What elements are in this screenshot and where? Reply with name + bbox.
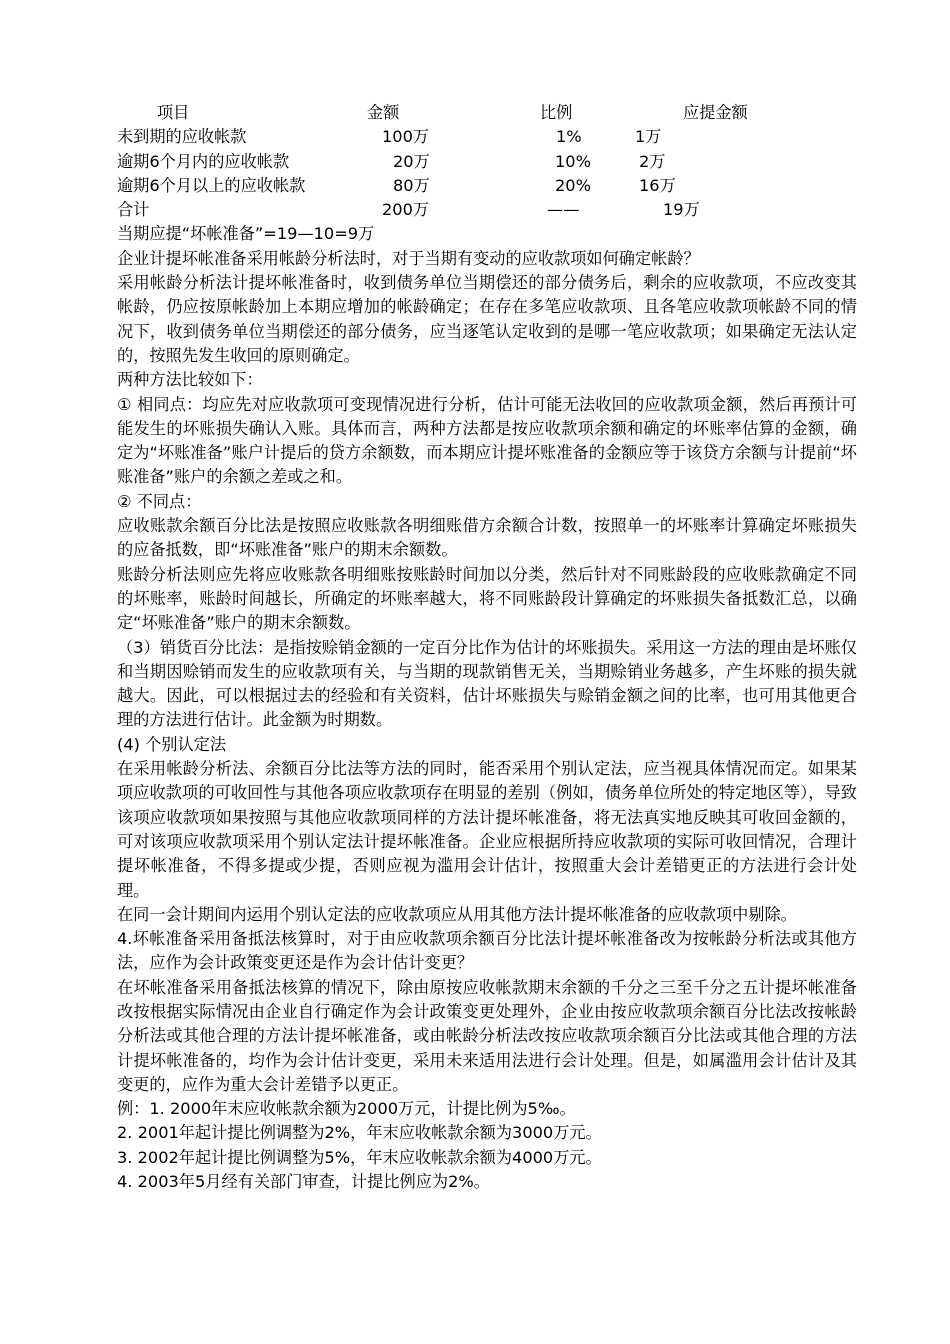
cell-ratio: 20% <box>555 175 591 195</box>
header-ratio: 比例 <box>540 103 573 122</box>
paragraph: 两种方法比较如下： <box>117 370 263 390</box>
header-item: 项目 <box>157 103 190 122</box>
cell-provision: 19万 <box>663 200 700 220</box>
cell-provision: 2万 <box>639 151 666 171</box>
paragraph: (4) 个别认定法 <box>117 734 227 754</box>
paragraph: ① 相同点：均应先对应收款项可变现情况进行分析，估计可能无法收回的应收款项金额，然后再预计可能发生的坏账损失确认入账。具体而言，两种方法都是按应收款项余额和确定的坏账率估算的金额，确定为“坏账准备”账户计提后的贷方余额数，而本期应计提坏账准备的金额应等于该贷方余额与计提前“坏账准备”账户的余额之差或之和。 <box>117 394 857 487</box>
paragraph: 企业计提坏帐准备采用帐龄分析法时，对于当期有变动的应收款项如何确定帐龄？ <box>117 248 700 268</box>
cell-item: 合计 <box>117 200 150 220</box>
cell-amount: 100万 <box>382 127 430 147</box>
example-line: 4. 2003年5月经有关部门审查，计提比例应为2%。 <box>117 1172 490 1192</box>
cell-ratio: 1% <box>556 127 582 147</box>
cell-item: 逾期6个月以上的应收帐款 <box>117 175 306 195</box>
cell-provision: 16万 <box>639 175 676 195</box>
example-line: 3. 2002年起计提比例调整为5%，年末应收帐款余额为4000万元。 <box>117 1147 602 1167</box>
cell-amount: 200万 <box>382 200 430 220</box>
paragraph: 当期应提“坏帐准备”=19—10=9万 <box>117 224 375 244</box>
paragraph: 账龄分析法则应先将应收账款各明细账按账龄时间加以分类，然后针对不同账龄段的应收账款确定不同的坏账率，账龄时间越长，所确定的坏账率越大，将不同账龄段计算确定的坏账损失备抵数汇总，以确定“坏账准备”账户的期末余额数。 <box>117 564 857 633</box>
example-line: 2. 2001年起计提比例调整为2%，年末应收帐款余额为3000万元。 <box>117 1123 602 1143</box>
paragraph: ② 不同点： <box>117 491 202 511</box>
table-header-row <box>117 101 857 125</box>
cell-provision: 1万 <box>635 127 662 147</box>
header-provision: 应提金额 <box>683 103 748 122</box>
paragraph: 采用帐龄分析法计提坏帐准备时，收到债务单位当期偿还的部分债务后，剩余的应收款项，不应改变其帐龄，仍应按原帐龄加上本期应增加的帐龄确定；在存在多笔应收款项、且各笔应收款项帐龄不同的情况下，收到债务单位当期偿还的部分债务，应当逐笔认定收到的是哪一笔应收款项；如果确定无法认定的，按照先发生收回的原则确定。 <box>117 273 857 365</box>
paragraph: 在坏帐准备采用备抵法核算的情况下，除由原按应收帐款期末余额的千分之三至千分之五计提坏帐准备改按根据实际情况由企业自行确定作为会计政策变更处理外，企业由按应收款项余额百分比法改按帐龄分析法或其他合理的方法计提坏帐准备，或由帐龄分析法改按应收款项余额百分比法或其他合理的方法计提坏帐准备的，均作为会计估计变更，采用未来适用法进行会计处理。但是，如属滥用会计估计及其变更的，应作为重大会计差错予以更正。 <box>117 977 857 1094</box>
table-row <box>117 150 857 174</box>
paragraph: 应收账款余额百分比法是按照应收账款各明细账借方余额合计数，按照单一的坏账率计算确定坏账损失的应备抵数，即“坏账准备”账户的期末余额数。 <box>117 516 857 560</box>
table-row <box>117 125 857 149</box>
cell-ratio: 10% <box>555 151 591 171</box>
header-amount: 金额 <box>367 103 400 122</box>
cell-amount: 20万 <box>393 151 430 171</box>
cell-item: 未到期的应收帐款 <box>117 127 247 147</box>
paragraph: 4.坏帐准备采用备抵法核算时，对于由应收款项余额百分比法计提坏帐准备改为按帐龄分析法或其他方法，应作为会计政策变更还是作为会计估计变更？ <box>117 929 857 973</box>
paragraph: （3）销货百分比法：是指按赊销金额的一定百分比作为估计的坏账损失。采用这一方法的理由是坏账仅和当期因赊销而发生的应收款项有关，与当期的现款销售无关，当期赊销业务越多，产生坏账的损失就越大。因此，可以根据过去的经验和有关资料，估计坏账损失与赊销金额之间的比率，也可用其他更合理的方法进行估计。此金额为时期数。 <box>117 637 857 730</box>
document-page <box>117 101 857 1194</box>
paragraph: 在同一会计期间内运用个别认定法的应收款项应从用其他方法计提坏帐准备的应收款项中剔除。 <box>117 904 797 924</box>
table-row <box>117 174 857 198</box>
cell-item: 逾期6个月内的应收帐款 <box>117 151 290 171</box>
cell-ratio: —— <box>547 200 580 220</box>
paragraph: 在采用帐龄分析法、余额百分比法等方法的同时，能否采用个别认定法，应当视具体情况而定。如果某项应收款项的可收回性与其他各项应收款项存在明显的差别（例如，债务单位所处的特定地区等），导致该项应收款项如果按照与其他应收款项同样的方法计提坏帐准备，将无法真实地反映其可收回金额的，可对该项应收款项采用个别认定法计提坏帐准备。企业应根据所持应收款项的实际可收回情况，合理计提坏帐准备，不得多提或少提，否则应视为滥用会计估计，按照重大会计差错更正的方法进行会计处理。 <box>117 759 857 900</box>
cell-amount: 80万 <box>393 175 430 195</box>
example-line: 例：1. 2000年末应收帐款余额为2000万元，计提比例为5‰。 <box>117 1099 576 1119</box>
table-total-row <box>117 198 857 222</box>
